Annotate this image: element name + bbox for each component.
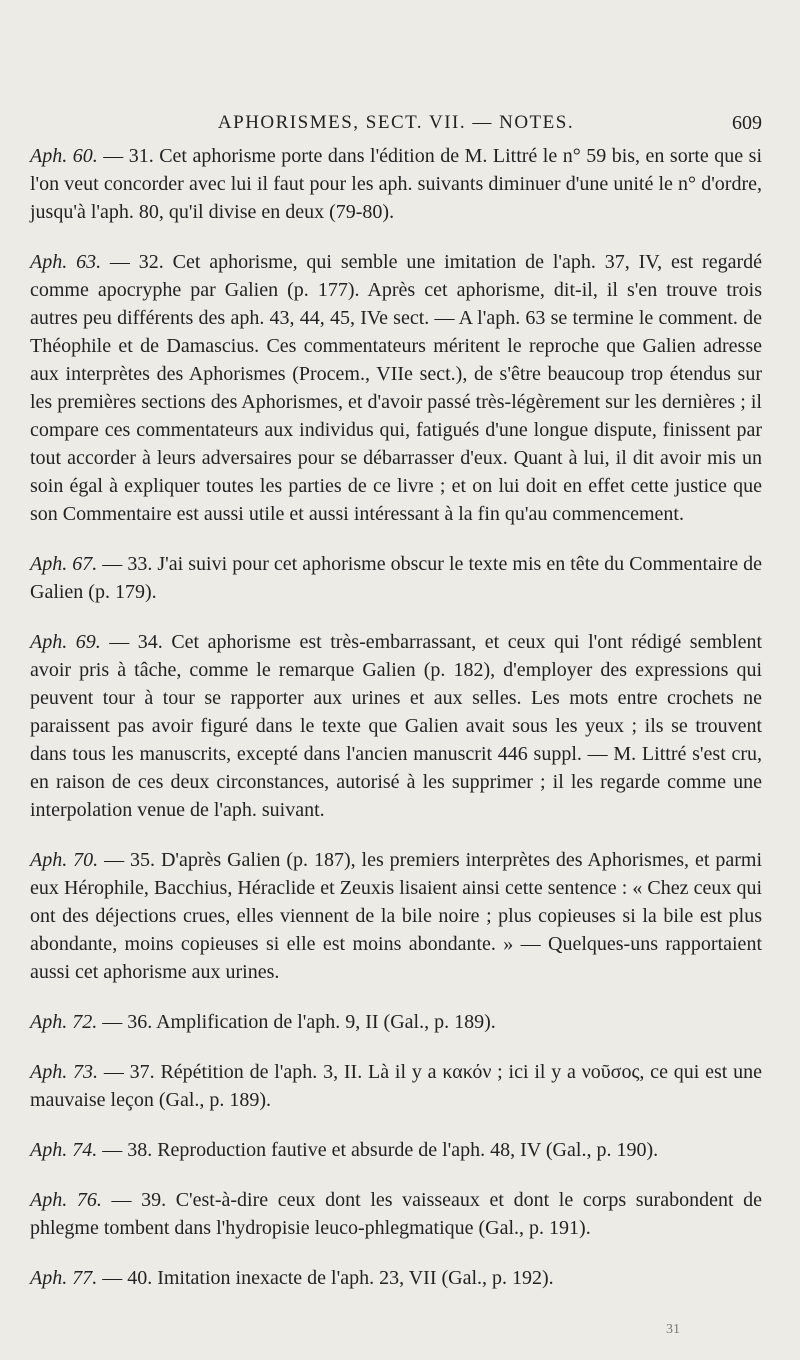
- note-aph-67: [30, 550, 762, 606]
- notes-body: [30, 142, 762, 1292]
- note-ref: Aph. 60.: [30, 145, 98, 167]
- note-ref: Aph. 77.: [30, 1267, 98, 1289]
- running-title: APHORISMES, SECT. VII. — NOTES.: [217, 112, 575, 133]
- note-text: — 33. J'ai suivi pour cet aphorisme obscur le texte mis en tête du Commentaire de Galien (p. 179).: [30, 553, 762, 603]
- page-number: 609: [732, 112, 762, 134]
- note-text: — 31. Cet aphorisme porte dans l'édition de M. Littré le n° 59 bis, en sorte que si l'on veut concorder avec lui il faut pour les aph. suivants diminuer d'une unité le n° d'ordre, jusqu'à l'aph. 80, qu'il divise en deux (79-80).: [30, 145, 763, 223]
- note-ref: Aph. 76.: [30, 1189, 102, 1211]
- note-ref: Aph. 72.: [30, 1011, 98, 1033]
- note-text: — 35. D'après Galien (p. 187), les premiers interprètes des Aphorismes, et parmi eux Hérophile, Bacchius, Héraclide et Zeuxis lisaient ainsi cette sentence : « Chez ceux qui ont des déjections crues, elles viennent de la bile noire ; plus copieuses si la bile est plus abondante, moins copieuses si elle est moins abondante. » — Quelques-uns rapportaient aussi cet aphorisme aux urines.: [30, 849, 762, 983]
- note-aph-69: [30, 628, 762, 824]
- note-text: — 34. Cet aphorisme est très-embarrassant, et ceux qui l'ont rédigé semblent avoir pris à tâche, comme le remarque Galien (p. 182), d'employer des expressions qui peuvent tour à tour se rapporter aux urines et aux selles. Les mots entre crochets ne paraissent pas avoir figuré dans le texte que Galien avait sous les yeux ; ils se trouvent dans tous les manuscrits, excepté dans l'ancien manuscrit 446 suppl. — M. Littré s'est cru, en raison de ces deux circonstances, autorisé à les supprimer ; il les regarde comme une interpolation venue de l'aph. suivant.: [30, 631, 763, 821]
- note-aph-72: [30, 1008, 762, 1036]
- note-text: — 32. Cet aphorisme, qui semble une imitation de l'aph. 37, IV, est regardé comme apocryphe par Galien (p. 177). Après cet aphorisme, dit-il, il s'en trouve trois autres peu différents des aph. 43, 44, 45, IVe sect. — A l'aph. 63 se termine le comment. de Théophile et de Damascius. Ces commentateurs méritent le reproche que Galien adresse aux interprètes des Aphorismes (Procem., VIIe sect.), de s'être beaucoup trop étendus sur les premières sections des Aphorismes, et d'avoir passé très-légèrement sur les dernières ; il compare ces commentateurs aux individus qui, fatigués d'une longue dispute, finissent par tout accorder à leurs adversaires pour se débarrasser d'eux. Quant à lui, il dit avoir mis un soin égal à expliquer toutes les parties de ce livre ; et on lui doit en effet cette justice que son Commentaire est aussi utile et aussi intéressant à la fin qu'au commencement.: [30, 251, 762, 525]
- note-ref: Aph. 69.: [30, 631, 101, 653]
- note-text: — 40. Imitation inexacte de l'aph. 23, VII (Gal., p. 192).: [97, 1267, 554, 1289]
- note-ref: Aph. 70.: [30, 849, 99, 871]
- note-text: — 37. Répétition de l'aph. 3, II. Là il y a κακόν ; ici il y a νοῦσος, ce qui est une mauvaise leçon (Gal., p. 189).: [30, 1061, 763, 1111]
- note-aph-60: [30, 142, 762, 226]
- note-text: — 39. C'est-à-dire ceux dont les vaisseaux et dont le corps surabondent de phlegme tombent dans l'hydropisie leuco-phlegmatique (Gal., p. 191).: [30, 1189, 763, 1239]
- note-aph-73: [30, 1058, 762, 1114]
- note-ref: Aph. 67.: [30, 553, 98, 575]
- note-text: — 38. Reproduction fautive et absurde de l'aph. 48, IV (Gal., p. 190).: [97, 1139, 659, 1161]
- note-aph-77: [30, 1264, 762, 1292]
- page-header: [30, 112, 762, 142]
- signature-mark: 31: [666, 1322, 680, 1337]
- note-aph-74: [30, 1136, 762, 1164]
- note-ref: Aph. 74.: [30, 1139, 98, 1161]
- note-text: — 36. Amplification de l'aph. 9, II (Gal., p. 189).: [97, 1011, 496, 1033]
- note-aph-70: [30, 846, 762, 986]
- note-aph-63: [30, 248, 762, 528]
- note-ref: Aph. 73.: [30, 1061, 99, 1083]
- note-ref: Aph. 63.: [30, 251, 102, 273]
- note-aph-76: [30, 1186, 762, 1242]
